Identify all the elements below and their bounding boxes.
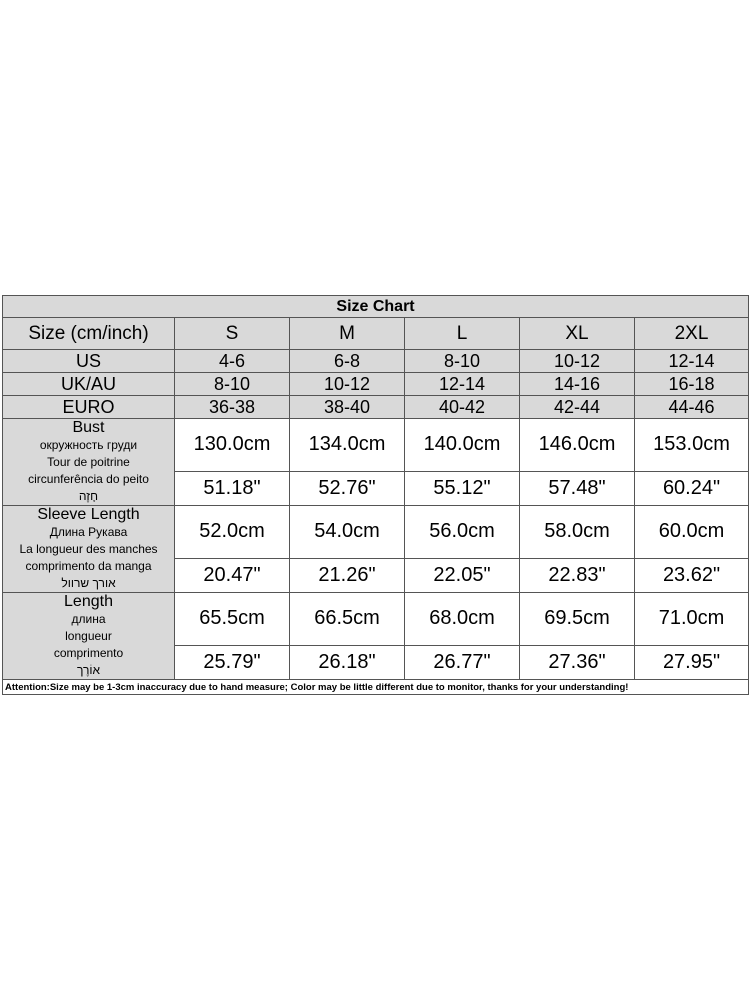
length-label-cell	[3, 593, 175, 680]
bust-cm-row	[3, 419, 749, 472]
chart-title: Size Chart	[3, 296, 749, 318]
cell: 60.0cm	[635, 506, 749, 559]
cell: 140.0cm	[405, 419, 520, 472]
row-label: UK/AU	[3, 373, 175, 396]
attention-note: Attention:Size may be 1-3cm inaccuracy due to hand measure; Color may be little different due to monitor, thanks for your understanding!	[3, 680, 749, 695]
length-label-ru: длина	[71, 612, 106, 626]
cell: 40-42	[405, 396, 520, 419]
cell: 6-8	[290, 350, 405, 373]
cell: 12-14	[635, 350, 749, 373]
cell: 134.0cm	[290, 419, 405, 472]
size-row-us	[3, 350, 749, 373]
length-label-pt: comprimento	[53, 646, 124, 660]
cell: 10-12	[520, 350, 635, 373]
cell: 12-14	[405, 373, 520, 396]
sleeve-label-pt: comprimento da manga	[25, 559, 152, 573]
row-label: EURO	[3, 396, 175, 419]
length-label-fr: longueur	[65, 629, 112, 643]
bust-label-ru: окружность груди	[39, 438, 138, 452]
cell: 66.5cm	[290, 593, 405, 646]
cell: 44-46	[635, 396, 749, 419]
sleeve-label-fr: La longueur des manches	[19, 542, 158, 556]
cell: 14-16	[520, 373, 635, 396]
header-row	[3, 318, 749, 350]
cell: 38-40	[290, 396, 405, 419]
cell: 22.05"	[405, 558, 520, 592]
cell: 10-12	[290, 373, 405, 396]
size-xl: XL	[520, 318, 635, 350]
bust-label: Bust	[72, 419, 105, 436]
length-label: Length	[64, 593, 113, 610]
cell: 146.0cm	[520, 419, 635, 472]
bust-label-cell	[3, 419, 175, 506]
size-l: L	[405, 318, 520, 350]
cell: 26.18"	[290, 645, 405, 679]
cell: 26.77"	[405, 645, 520, 679]
sleeve-label: Sleeve Length	[37, 506, 140, 523]
sleeve-label-he: אורך שרוול	[61, 576, 116, 590]
cell: 60.24"	[635, 471, 749, 505]
cell: 51.18"	[175, 471, 290, 505]
size-s: S	[175, 318, 290, 350]
cell: 36-38	[175, 396, 290, 419]
bust-label-pt: circunferência do peito	[28, 472, 149, 486]
sleeve-label-ru: Длина Рукава	[49, 525, 128, 539]
cell: 54.0cm	[290, 506, 405, 559]
row-label: US	[3, 350, 175, 373]
sleeve-label-cell	[3, 506, 175, 593]
size-row-euro	[3, 396, 749, 419]
size-2xl: 2XL	[635, 318, 749, 350]
cell: 27.36"	[520, 645, 635, 679]
size-chart-table	[2, 295, 749, 695]
cell: 69.5cm	[520, 593, 635, 646]
length-label-he: אוֹרֶך	[76, 663, 101, 677]
header-label: Size (cm/inch)	[3, 318, 175, 350]
cell: 71.0cm	[635, 593, 749, 646]
cell: 56.0cm	[405, 506, 520, 559]
cell: 57.48"	[520, 471, 635, 505]
cell: 25.79"	[175, 645, 290, 679]
cell: 8-10	[175, 373, 290, 396]
cell: 22.83"	[520, 558, 635, 592]
size-m: M	[290, 318, 405, 350]
size-row-uk-au	[3, 373, 749, 396]
cell: 20.47"	[175, 558, 290, 592]
cell: 153.0cm	[635, 419, 749, 472]
cell: 52.76"	[290, 471, 405, 505]
cell: 42-44	[520, 396, 635, 419]
cell: 27.95"	[635, 645, 749, 679]
cell: 21.26"	[290, 558, 405, 592]
cell: 55.12"	[405, 471, 520, 505]
bust-label-he: חָזֶה	[78, 489, 99, 503]
cell: 58.0cm	[520, 506, 635, 559]
cell: 16-18	[635, 373, 749, 396]
cell: 23.62"	[635, 558, 749, 592]
bust-label-fr: Tour de poitrine	[47, 455, 130, 469]
sleeve-cm-row	[3, 506, 749, 559]
cell: 65.5cm	[175, 593, 290, 646]
cell: 4-6	[175, 350, 290, 373]
cell: 52.0cm	[175, 506, 290, 559]
cell: 68.0cm	[405, 593, 520, 646]
length-cm-row	[3, 593, 749, 646]
cell: 8-10	[405, 350, 520, 373]
cell: 130.0cm	[175, 419, 290, 472]
